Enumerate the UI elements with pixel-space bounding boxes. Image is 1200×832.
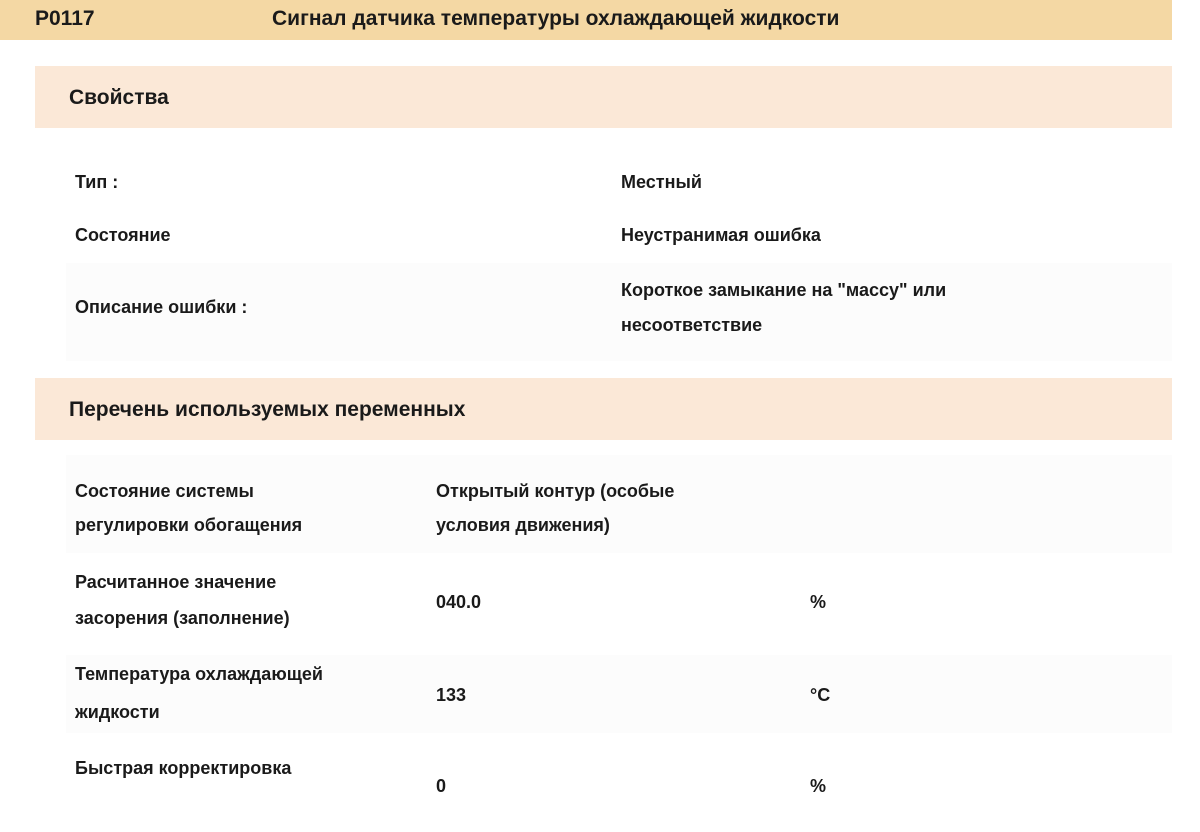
variable-value: 0	[436, 776, 447, 796]
property-label: Состояние	[75, 225, 171, 245]
variable-value: 133	[436, 685, 467, 705]
property-label: Тип :	[75, 172, 119, 192]
section-variables-title: Перечень используемых переменных	[69, 398, 466, 421]
property-value: Неустранимая ошибка	[621, 225, 821, 245]
page-title: Сигнал датчика температуры охлаждающей жидкости	[272, 7, 840, 30]
variable-name-line1: Быстрая корректировка	[75, 758, 292, 778]
variable-name-line1: Состояние системы	[75, 481, 254, 501]
variable-row	[66, 655, 1172, 733]
variable-name-line2: засорения (заполнение)	[75, 608, 290, 628]
variable-name-line1: Расчитанное значение	[75, 572, 277, 592]
variable-row	[66, 736, 1172, 832]
variable-value-line2: условия движения)	[436, 515, 610, 535]
section-properties-title: Свойства	[69, 86, 169, 109]
variable-unit: %	[810, 592, 827, 612]
property-label: Описание ошибки :	[75, 297, 248, 317]
variable-name-line1: Температура охлаждающей	[75, 664, 323, 684]
property-row-state	[66, 210, 1172, 260]
property-value-line2: несоответствие	[621, 315, 763, 335]
section-properties-header	[35, 66, 1172, 128]
variable-row	[66, 455, 1172, 553]
variable-row	[66, 556, 1172, 652]
variable-unit: %	[810, 776, 827, 796]
property-row-description	[66, 263, 1172, 361]
variable-value-line1: Открытый контур (особые	[436, 481, 675, 501]
variable-name-line2: регулировки обогащения	[75, 515, 303, 535]
section-variables-header	[35, 378, 1172, 440]
variable-value: 040.0	[436, 592, 482, 612]
property-row-type	[66, 157, 1172, 207]
fault-code: P0117	[35, 7, 95, 30]
title-bar	[0, 0, 1172, 40]
variable-name-line2: жидкости	[75, 702, 160, 722]
variable-unit: °C	[810, 685, 831, 705]
property-value: Местный	[621, 172, 702, 192]
property-value-line1: Короткое замыкание на "массу" или	[621, 280, 947, 300]
